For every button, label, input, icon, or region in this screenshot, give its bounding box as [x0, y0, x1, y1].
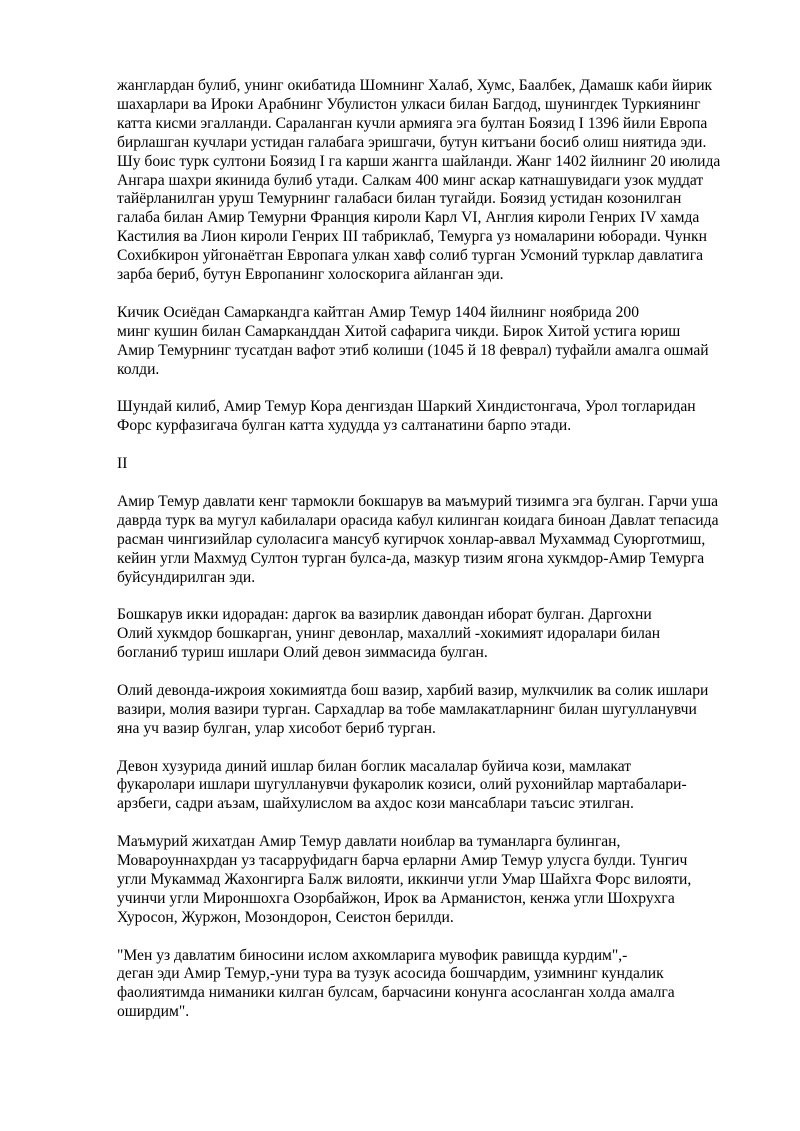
- paragraph-governance-system: Амир Темур давлати кенг тармокли бокшарув ва маъмурий тизимга эга булган. Гарчи уша даврда турк ва мугул кабилалари орасида кабул килинган коидага биноан Давлат тепасида расман чингизийлар сулоласига мансуб кугирчок хонлар-аввал Мухаммад Суюрготмиш, кейин угли Махмуд Султон турган булса-да, мазкур тизим ягона хукмдор-Амир Темурга буйсундирилган эди.: [117, 492, 719, 586]
- paragraph-timur-quote: "Мен уз давлатим биносини ислом ахкомларига мувофик равищда курдим",- деган эди Амир Темур,-уни тура ва тузук асосида бошчардим, узимнинг кундалик фаолиятимда ниманики килган булсам, барчасини конунга асосланган холда амалга оширдим".: [117, 946, 675, 1021]
- paragraph-empire-borders: Шундай килиб, Амир Темур Кора денгиздан Шаркий Хиндистонгача, Урол тогларидан Форс курфазигача булган катта худудда уз салтанатини барпо этади.: [117, 398, 696, 435]
- section-heading-ii: II: [117, 455, 128, 473]
- paragraph-administration-offices: Бошкарув икки идорадан: даргок ва вазирлик давондан иборат булган. Даргохни Олий хукмдор бошкарган, унинг девонлар, махаллий -хокимият идоралари билан богланиб туриш ишлари Олий девон зиммасида булган.: [117, 606, 661, 662]
- document-body: [117, 77, 771, 1022]
- paragraph-china-campaign: Кичик Осиёдан Самаркандга кайтган Амир Темур 1404 йилнинг ноябрида 200 минг кушин билан Самарканддан Хитой сафарига чикди. Бирок Хитой устига юриш Амир Темурнинг тусатдан вафот этиб колиши (1045 й 18 феврал) туфайли амалга ошмай колди.: [117, 303, 709, 378]
- paragraph-high-divan: Олий девонда-ижроия хокимиятда бош вазир, харбий вазир, мулкчилик ва солик ишлари вазири, молия вазири турган. Сархадлар ва тобе мамлакатларнинг билан шугулланувчи яна уч вазир булган, улар хисобот бериб турган.: [117, 681, 709, 737]
- paragraph-territorial-division: Маъмурий жихатдан Амир Темур давлати ноиблар ва туманларга булинган, Мовароуннахрдан уз тасарруфидагн барча ерларни Амир Темур улусга булди. Тунгич угли Мукаммад Жахонгирга Балж вилояти, иккинчи угли Умар Шайхга Форс вилояти, учинчи угли Мироншохга Озорбайжон, Ирок ва Арманистон, кенжа угли Шохрухга Хуросон, Журжон, Мозондорон, Сеистон берилди.: [117, 833, 692, 926]
- paragraph-judges: Девон хузурида диний ишлар билан боглик масалалар буйича кози, мамлакат фукаролари ишлари шугулланувчи фукаролик козиси, олий рухонийлар мартабалари- арзбеги, садри аъзам, шайхулислом ва ахдос кози мансаблари таъсис этилган.: [117, 757, 687, 813]
- paragraph-bayazid-war: жанглардан булиб, унинг окибатида Шомнинг Халаб, Хумс, Баалбек, Дамашк каби йирик шахарлари ва Ироки Арабнинг Убулистон улкаси билан Багдод, шунингдек Туркиянинг катта кисми эгалланди. Сараланган кучли армияга эга бултан Боязид I 1396 йили Европа бирлашган кучлари устидан галабага эришгачи, бутун китъани босиб олиш ниятида эди. Шу боис турк султони Боязид I га карши жангга шайланди. Жанг 1402 йилнинг 20 июлида Ангара шахри якинида булиб утади. Салкам 400 минг аскар катнашувидаги узок муддат тайёрланилган уруш Темурнинг галабаси билан тугайди. Боязид устидан козонилган галаба билан Амир Темурни Франция кироли Карл VI, Англия кироли Генрих IV хамда Кастилия ва Лион кироли Генрих III табриклаб, Темурга уз номаларини юборади. Чункн Сохибкирон уйгонаётган Европага улкан хавф солиб турган Усмоний турклар давлатига зарба бериб, бутун Европанинг холоскорига айланган эди.: [117, 77, 721, 284]
